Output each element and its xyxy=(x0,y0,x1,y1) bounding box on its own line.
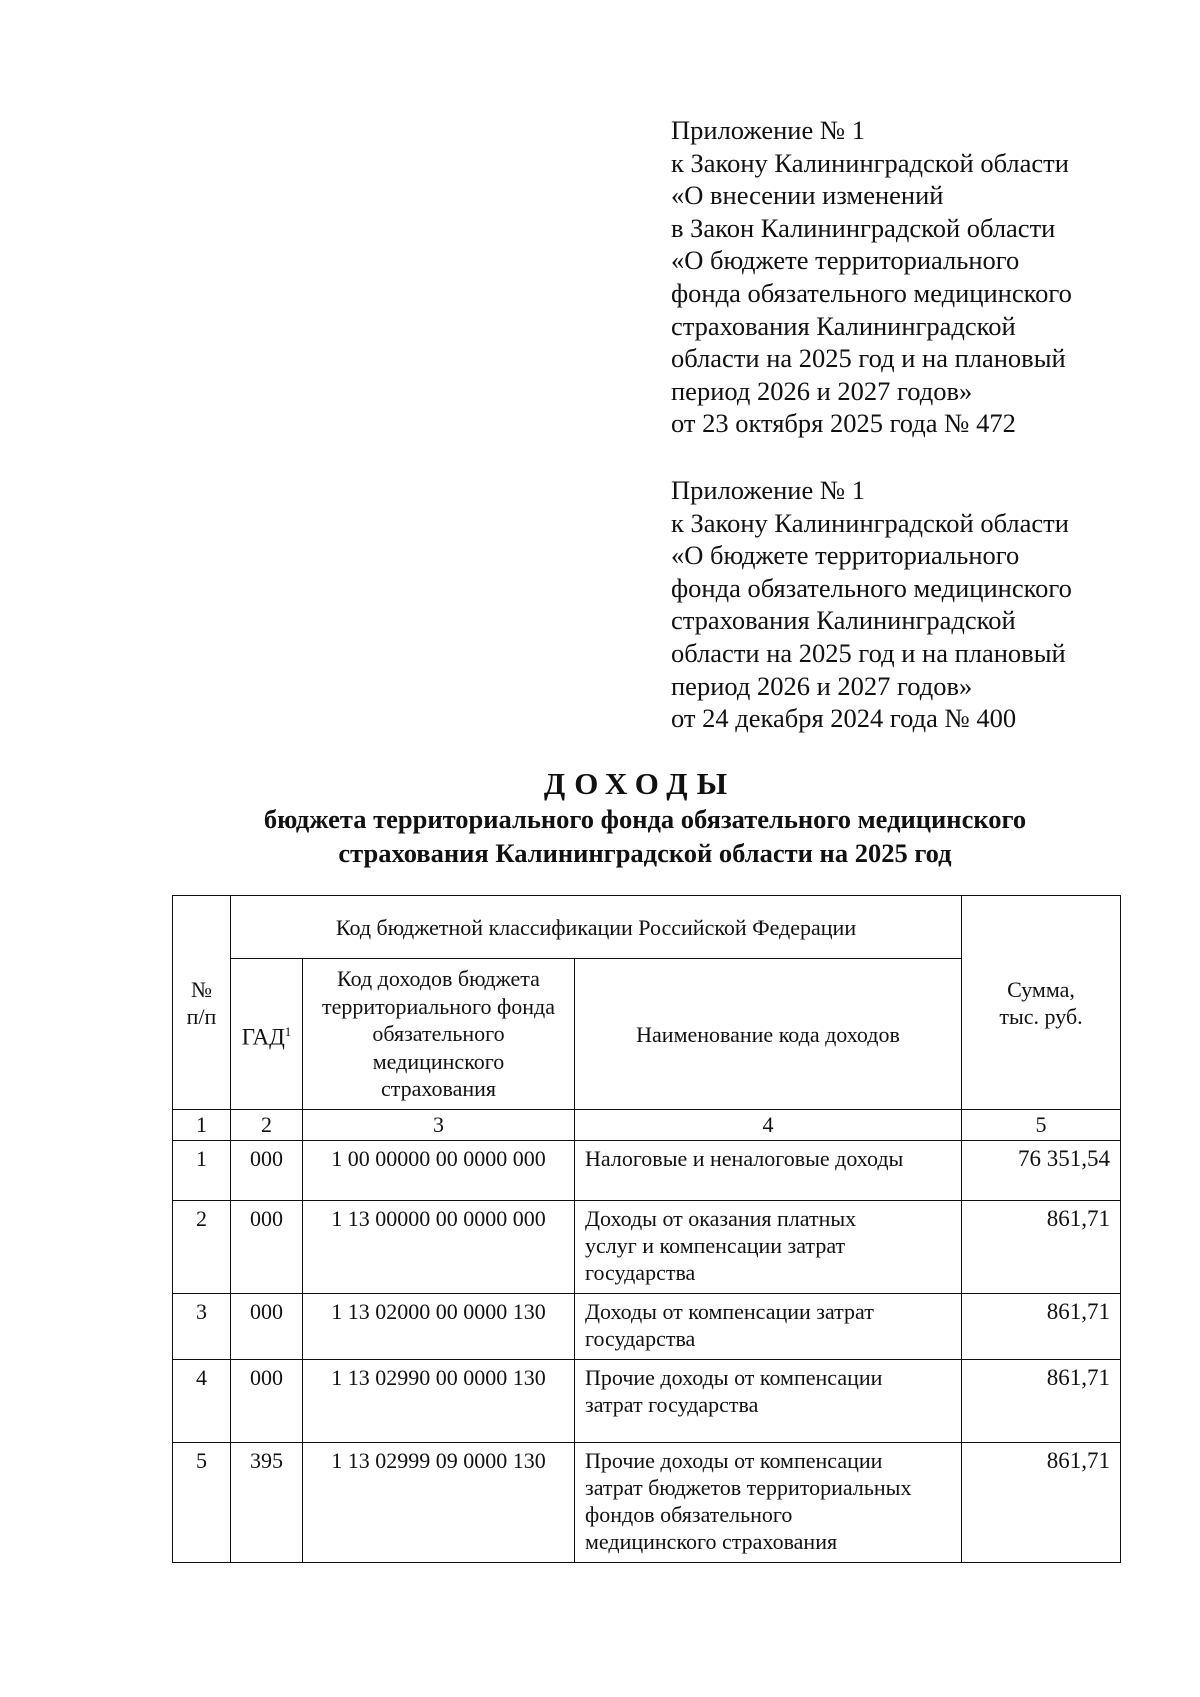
appendix-line: Приложение № 1 xyxy=(671,475,866,505)
header-classification: Код бюджетной классификации Российской Федерации xyxy=(231,896,962,959)
header-sum: Сумма, тыс. руб. xyxy=(962,896,1121,1110)
table-row xyxy=(173,1294,1121,1360)
row-sum: 861,71 xyxy=(962,1443,1121,1563)
row-num: 4 xyxy=(173,1360,231,1443)
income-table xyxy=(172,895,1121,1563)
row-name: Доходы от компенсации затрат государства xyxy=(575,1294,962,1360)
row-name: Прочие доходы от компенсации затрат государства xyxy=(575,1360,962,1443)
subtitle-line: страхования Калининградской области на 2025 год xyxy=(338,838,952,868)
row-num: 1 xyxy=(173,1141,231,1201)
appendix-note-original xyxy=(671,474,1171,735)
column-number: 5 xyxy=(962,1110,1121,1141)
row-sum: 76 351,54 xyxy=(962,1141,1121,1201)
column-number: 1 xyxy=(173,1110,231,1141)
footnote-mark: 1 xyxy=(284,1023,292,1039)
appendix-line: к Закону Калининградской области xyxy=(671,147,1069,178)
header-gad: ГАД$^1$ xyxy=(231,959,303,1110)
appendix-line: фонда обязательного медицинского xyxy=(671,277,1072,308)
row-name: Налоговые и неналоговые доходы xyxy=(575,1141,962,1201)
row-name: Доходы от оказания платных услуг и компенсации затрат государства xyxy=(575,1201,962,1294)
row-code: 1 13 02999 09 0000 130 xyxy=(303,1443,575,1563)
row-gad: 000 xyxy=(231,1141,303,1201)
row-sum: 861,71 xyxy=(962,1201,1121,1294)
appendix-line: от 24 декабря 2024 года № 400 xyxy=(671,703,1017,734)
table-row xyxy=(173,1141,1121,1201)
appendix-note-current xyxy=(671,114,1171,440)
row-name: Прочие доходы от компенсации затрат бюджетов территориальных фондов обязательного медицинского страхования xyxy=(575,1443,962,1563)
appendix-line: «О бюджете территориального xyxy=(671,540,1020,571)
appendix-line: Приложение № 1 xyxy=(671,115,866,145)
appendix-line: от 23 октября 2025 года № 472 xyxy=(671,408,1016,439)
row-num: 2 xyxy=(173,1201,231,1294)
subtitle-line: бюджета территориального фонда обязательного медицинского xyxy=(263,804,1027,834)
appendix-line: области на 2025 год и на плановый xyxy=(671,637,1066,668)
appendix-line: «О внесении изменений xyxy=(671,180,944,211)
row-sum: 861,71 xyxy=(962,1294,1121,1360)
row-gad: 000 xyxy=(231,1360,303,1443)
row-num: 3 xyxy=(173,1294,231,1360)
row-sum: 861,71 xyxy=(962,1360,1121,1443)
header-name: Наименование кода доходов xyxy=(575,959,962,1110)
appendix-line: страхования Калининградской xyxy=(671,605,1016,636)
header-num: № п/п xyxy=(173,896,231,1110)
row-gad: 000 xyxy=(231,1294,303,1360)
column-number: 4 xyxy=(575,1110,962,1141)
appendix-line: в Закон Калининградской области xyxy=(671,212,1056,243)
row-code: 1 13 02000 00 0000 130 xyxy=(303,1294,575,1360)
row-gad: 000 xyxy=(231,1201,303,1294)
table-row xyxy=(173,1201,1121,1294)
row-code: 1 13 00000 00 0000 000 xyxy=(303,1201,575,1294)
row-num: 5 xyxy=(173,1443,231,1563)
row-code: 1 13 02990 00 0000 130 xyxy=(303,1360,575,1443)
column-number-row xyxy=(173,1110,1121,1141)
row-gad: 395 xyxy=(231,1443,303,1563)
appendix-line: «О бюджете территориального xyxy=(671,245,1020,276)
appendix-line: период 2026 и 2027 годов» xyxy=(671,670,973,701)
row-code: 1 00 00000 00 0000 000 xyxy=(303,1141,575,1201)
column-number: 3 xyxy=(303,1110,575,1141)
column-number: 2 xyxy=(231,1110,303,1141)
appendix-line: страхования Калининградской xyxy=(671,310,1016,341)
appendix-line: фонда обязательного медицинского xyxy=(671,572,1072,603)
header-code: Код доходов бюджета территориального фонда обязательного медицинского страхования xyxy=(303,959,575,1110)
document-subtitle xyxy=(180,802,1110,870)
appendix-line: период 2026 и 2027 годов» xyxy=(671,375,973,406)
appendix-line: к Закону Калининградской области xyxy=(671,507,1069,538)
table-row xyxy=(173,1360,1121,1443)
appendix-line: области на 2025 год и на плановый xyxy=(671,343,1066,374)
table-row xyxy=(173,1443,1121,1563)
document-title: ДОХОДЫ xyxy=(543,766,737,801)
